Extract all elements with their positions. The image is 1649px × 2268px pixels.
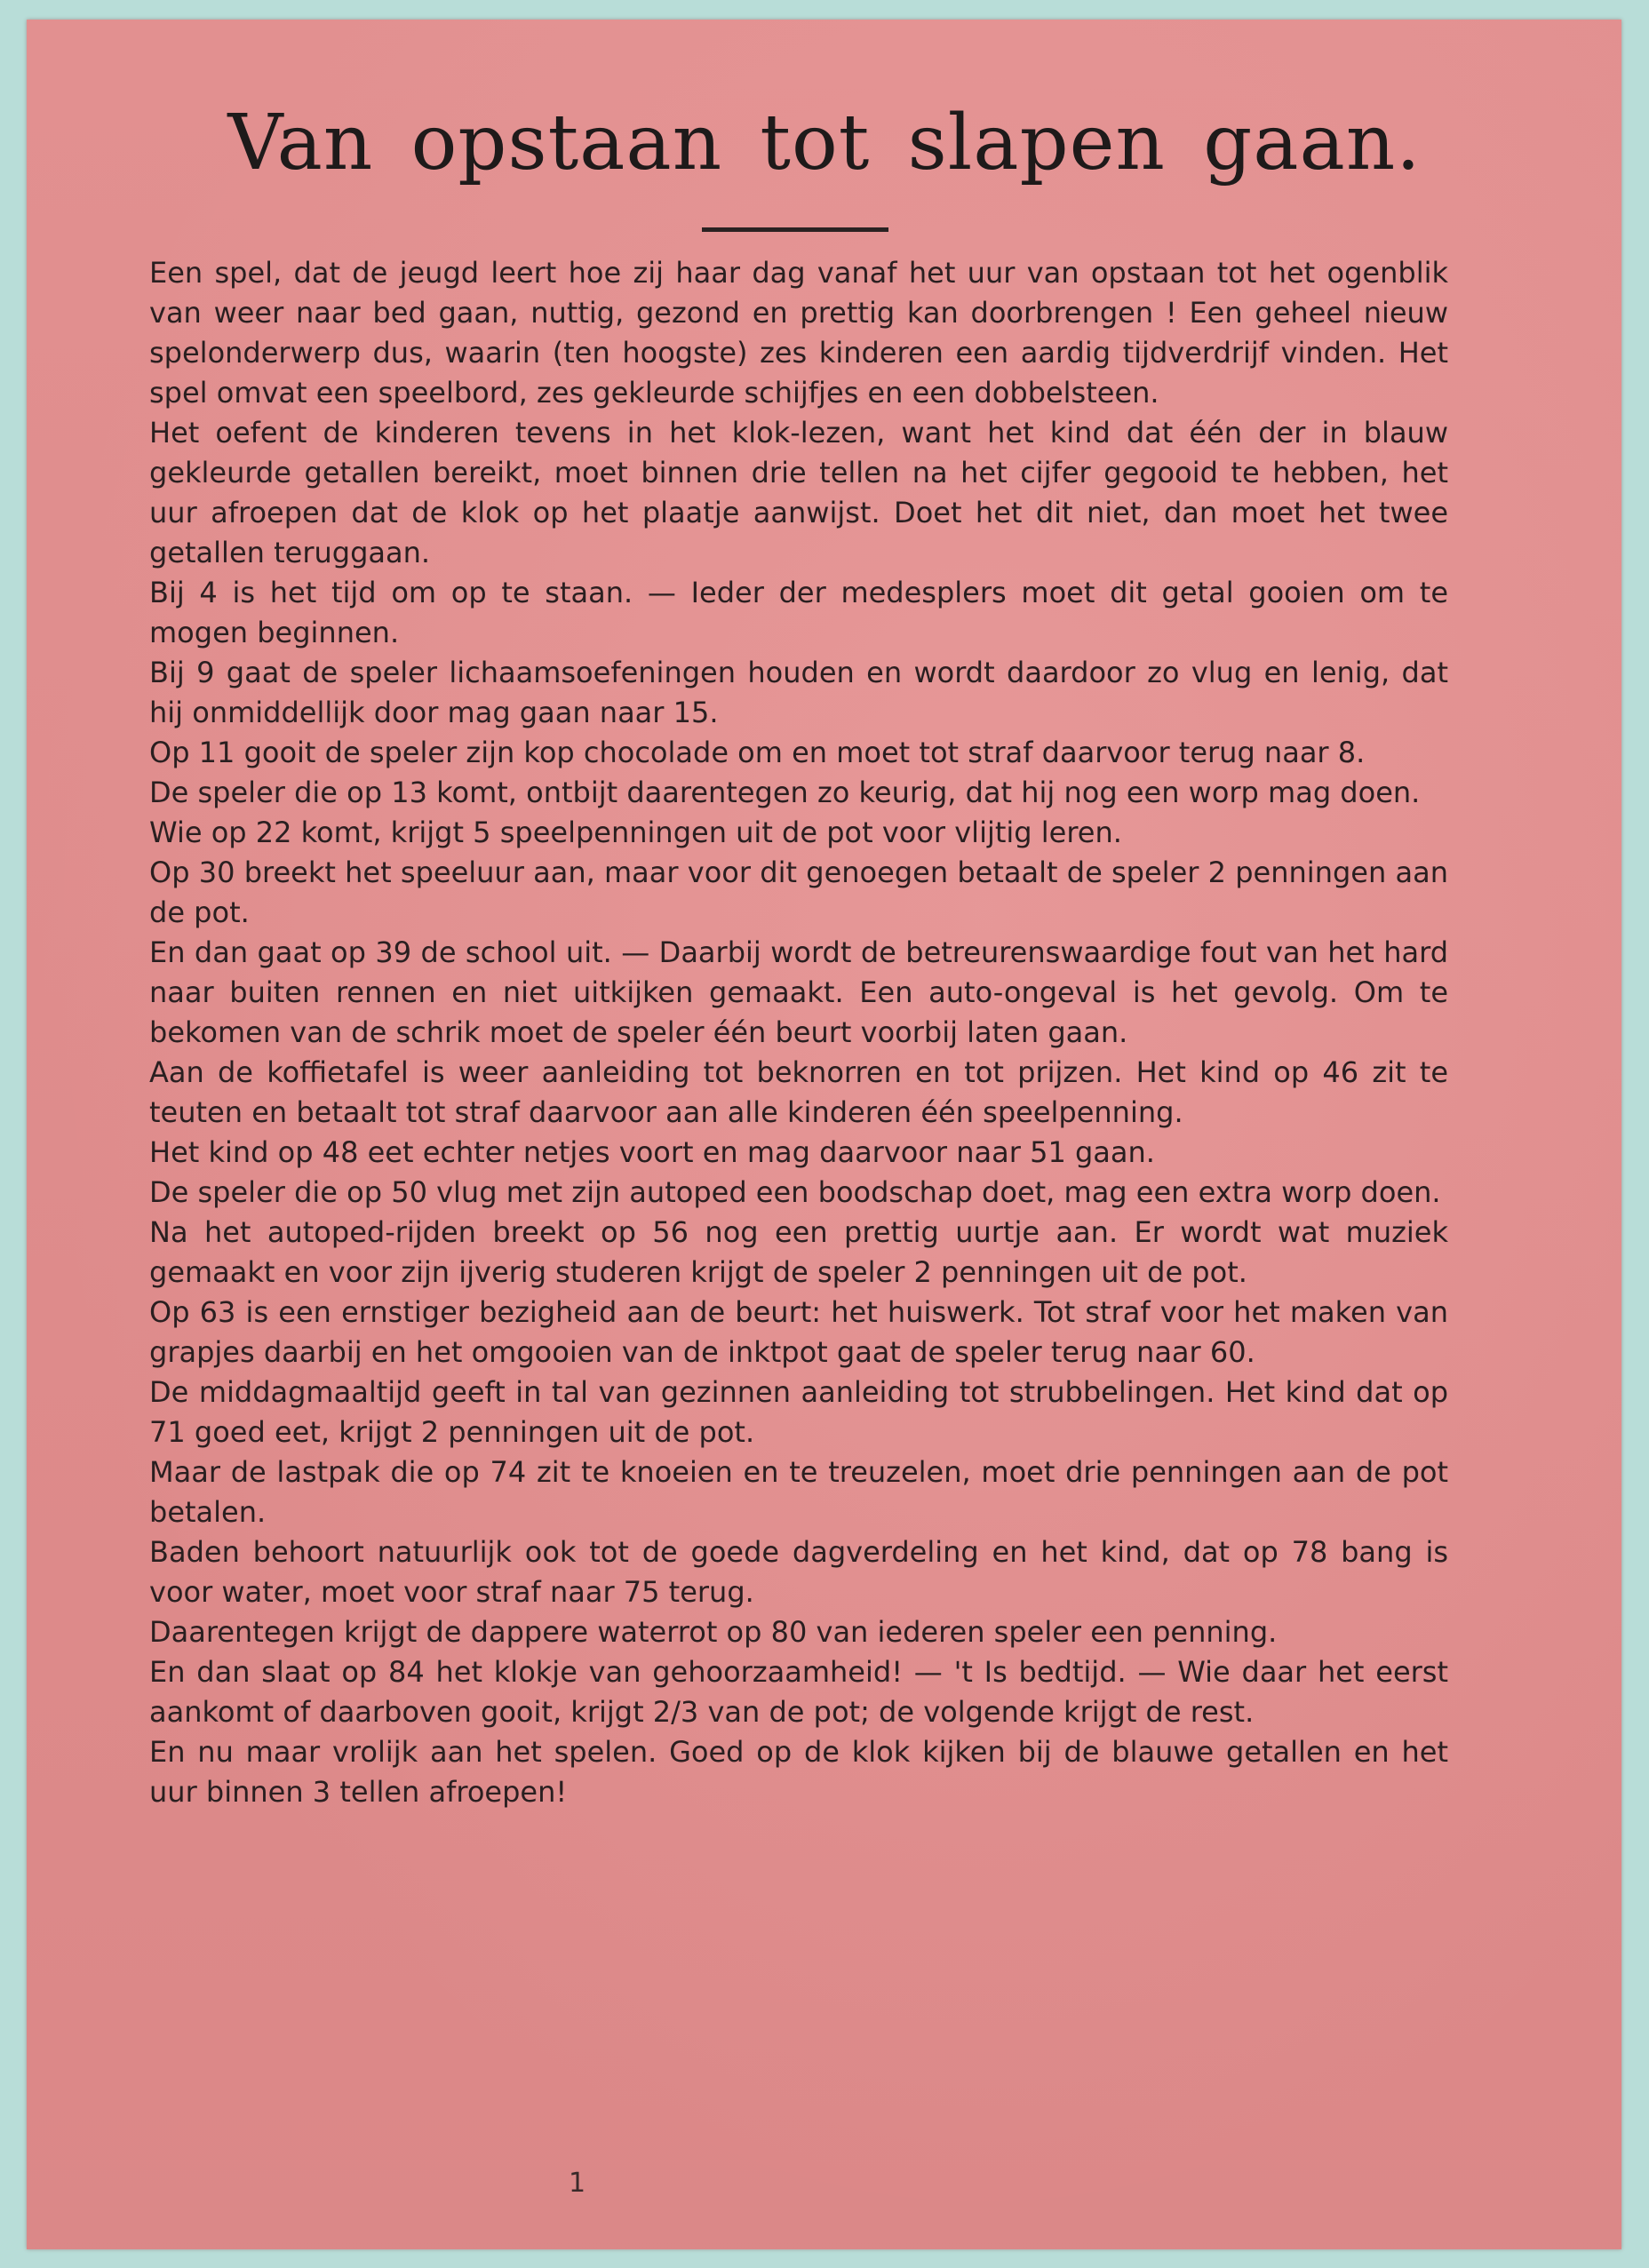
paragraph: Een spel, dat de jeugd leert hoe zij haar dag vanaf het uur van opstaan tot het ogenblik van weer naar bed gaan, nuttig, gezond en prettig kan doorbrengen ! Een geheel nieuw spelonderwerp dus, waarin (ten hoogste) zes kinderen een aardig tijdverdrijf vinden. Het spel omvat een speelbord, zes gekleurde schijfjes en een dobbelsteen. <box>149 256 1448 410</box>
paragraph: Aan de koffietafel is weer aanleiding tot beknorren en tot prijzen. Het kind op 46 zit te teuten en betaalt tot straf daarvoor aan alle kinderen één speelpenning. <box>149 1055 1448 1129</box>
paragraph: De middagmaaltijd geeft in tal van gezinnen aanleiding tot strubbelingen. Het kind dat op 71 goed eet, krijgt 2 penningen uit de pot. <box>149 1375 1448 1449</box>
document-body <box>149 253 1448 1812</box>
paragraph: Daarentegen krijgt de dappere waterrot op 80 van iederen speler een penning. <box>149 1615 1278 1649</box>
paragraph: Na het autoped-rijden breekt op 56 nog een prettig uurtje aan. Er wordt wat muziek gemaakt en voor zijn ijverig studeren krijgt de speler 2 penningen uit de pot. <box>149 1215 1448 1289</box>
paragraph: En dan slaat op 84 het klokje van gehoorzaamheid! — 't Is bedtijd. — Wie daar het eerst aankomt of daarboven gooit, krijgt 2/3 van de pot; de volgende krijgt de rest. <box>149 1655 1448 1729</box>
paragraph: De speler die op 13 komt, ontbijt daarentegen zo keurig, dat hij nog een worp mag doen. <box>149 776 1421 809</box>
paragraph: De speler die op 50 vlug met zijn autoped een boodschap doet, mag een extra worp doen. <box>149 1175 1441 1209</box>
title-divider <box>702 227 888 232</box>
paragraph: Bij 9 gaat de speler lichaamsoefeningen houden en wordt daardoor zo vlug en lenig, dat hij onmiddellijk door mag gaan naar 15. <box>149 656 1448 729</box>
paragraph: Baden behoort natuurlijk ook tot de goede dagverdeling en het kind, dat op 78 bang is voor water, moet voor straf naar 75 terug. <box>149 1535 1448 1609</box>
paragraph: Op 63 is een ernstiger bezigheid aan de beurt: het huiswerk. Tot straf voor het maken van grapjes daarbij en het omgooien van de inktpot gaat de speler terug naar 60. <box>149 1295 1448 1369</box>
page-title: Van opstaan tot slapen gaan. <box>227 99 1422 187</box>
paragraph: En dan gaat op 39 de school uit. — Daarbij wordt de betreurenswaardige fout van het hard naar buiten rennen en niet uitkijken gemaakt. Een auto-ongeval is het gevolg. Om te bekomen van de schrik moet de speler één beurt voorbij laten gaan. <box>149 935 1448 1049</box>
paragraph: Het oefent de kinderen tevens in het klok-lezen, want het kind dat één der in blauw gekleurde getallen bereikt, moet binnen drie tellen na het cijfer gegooid te hebben, het uur afroepen dat de klok op het plaatje aanwijst. Doet het dit niet, dan moet het twee getallen teruggaan. <box>149 416 1448 569</box>
paragraph: Het kind op 48 eet echter netjes voort en mag daarvoor naar 51 gaan. <box>149 1135 1155 1169</box>
paragraph: Bij 4 is het tijd om op te staan. — Ieder der medesplers moet dit getal gooien om te mogen beginnen. <box>149 576 1448 649</box>
page-number: 1 <box>569 2168 586 2199</box>
paragraph: Op 11 gooit de speler zijn kop chocolade om en moet tot straf daarvoor terug naar 8. <box>149 736 1366 769</box>
paragraph: Maar de lastpak die op 74 zit te knoeien en te treuzelen, moet drie penningen aan de pot betalen. <box>149 1455 1448 1529</box>
paragraph: Op 30 breekt het speeluur aan, maar voor dit genoegen betaalt de speler 2 penningen aan de pot. <box>149 855 1448 929</box>
paragraph: En nu maar vrolijk aan het spelen. Goed op de klok kijken bij de blauwe getallen en het uur binnen 3 tellen afroepen! <box>149 1735 1448 1809</box>
paragraph: Wie op 22 komt, krijgt 5 speelpenningen uit de pot voor vlijtig leren. <box>149 816 1122 849</box>
